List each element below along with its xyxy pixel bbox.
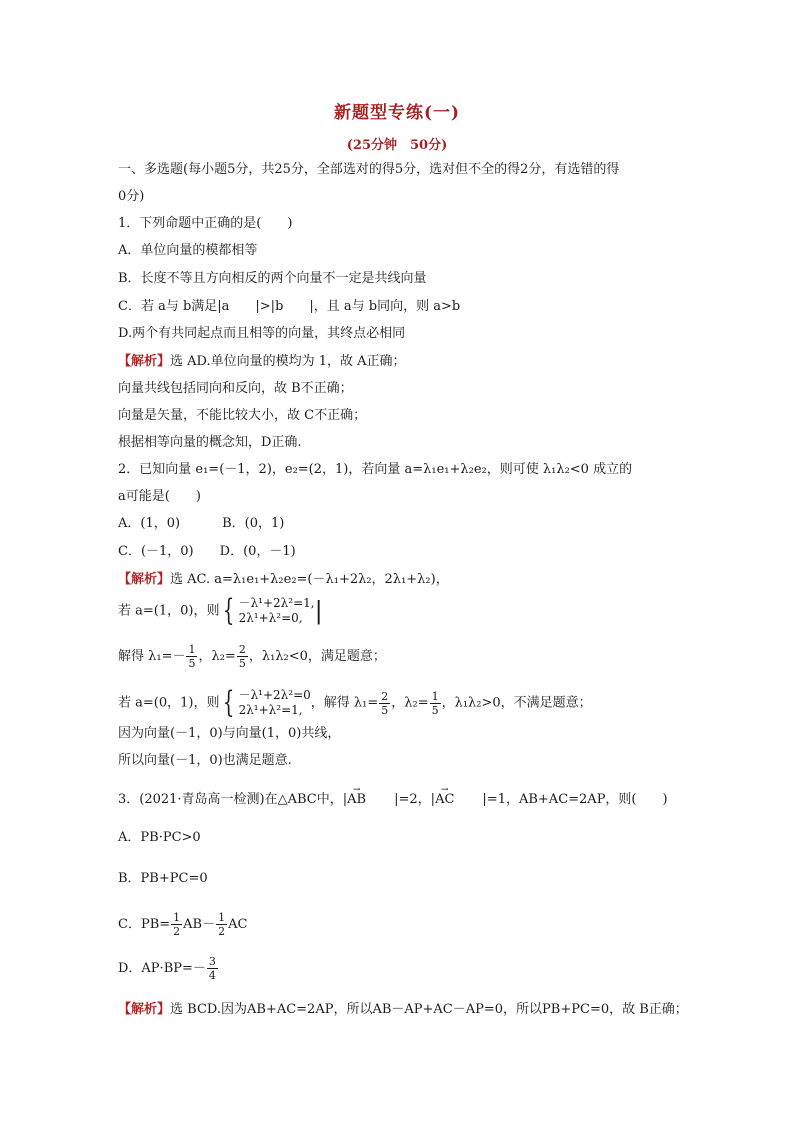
section-heading-cont: 0分) — [118, 189, 145, 204]
solution-tag: 【解析】 — [118, 1002, 171, 1017]
equation-system: { －λ¹+2λ²=1, 2λ¹+λ²=0, | — [223, 593, 323, 628]
solution-tag: 【解析】 — [118, 354, 171, 369]
solve-text: ，λ₁λ₂>0，不满足题意； — [441, 695, 592, 711]
q1-option-d: D.两个有共同起点而且相等的向量，其终点必相同 — [118, 326, 406, 341]
page-title: 新题型专练(一) — [333, 103, 461, 123]
fraction: $\frac{3}{4}$ — [208, 955, 216, 982]
solve-text: ，解得 λ₁= — [310, 695, 379, 711]
option-text: AB－ — [183, 917, 216, 932]
vector-ac: → AC — [435, 790, 454, 810]
q3-solution-text: 选 BCD.因为AB+AC=2AP，所以AB－AP+AC－AP=0，所以PB+PC=0，故 B正确； — [170, 1002, 688, 1017]
q3-stem-text: AB+AC=2AP，则( ) — [518, 792, 668, 807]
q3-stem-text: 3．(2021·青岛高一检测)在△ABC中， — [118, 792, 343, 807]
q2-case2 — [118, 685, 592, 720]
q2-case2-text: 若 a=(0，1)，则 — [118, 695, 220, 711]
time-score-subtitle: (25分钟 50分) — [346, 138, 448, 153]
q3-option-b: B．PB+PC=0 — [118, 871, 208, 886]
option-text: D．AP·BP=－ — [118, 961, 206, 976]
q2-case1-solve — [118, 643, 386, 670]
q2-solution-text: 选 AC. a=λ₁e₁+λ₂e₂=(－λ₁+2λ₂，2λ₁+λ₂)， — [170, 572, 449, 587]
q2-case1-text: 若 a=(1，0)，则 — [118, 603, 220, 619]
q2-solution-end2: 所以向量(－1，0)也满足题意. — [118, 753, 292, 768]
q1-option-a: A．单位向量的模都相等 — [118, 243, 258, 258]
fraction: $\frac{1}{2}$ — [218, 911, 226, 938]
q2-options-row1 — [118, 514, 284, 534]
q1-solution-line2: 向量共线包括同向和反向，故 B不正确； — [118, 381, 353, 396]
q3-solution — [118, 1000, 688, 1020]
fraction: $\frac{1}{2}$ — [173, 911, 181, 938]
q3-option-a: A．PB·PC>0 — [118, 830, 201, 845]
equation-system: { －λ¹+2λ²=0 2λ¹+λ²=1, — [223, 685, 311, 720]
q1-solution-line3: 向量是矢量，不能比较大小，故 C不正确； — [118, 408, 367, 423]
fraction: $\frac{1}{5}$ — [188, 643, 196, 670]
q2-option-b: B．(0，1) — [222, 516, 285, 531]
solve-text: 解得 λ₁=－ — [118, 649, 186, 664]
q1-option-b: B．长度不等且方向相反的两个向量不一定是共线向量 — [118, 271, 427, 286]
q1-solution-text: 选 AD.单位向量的模均为 1，故 A正确； — [170, 354, 406, 369]
q2-option-a: A．(1，0) — [118, 516, 181, 531]
q2-option-d: D．(0，－1) — [219, 544, 296, 559]
fraction: $\frac{2}{5}$ — [238, 643, 246, 670]
solve-text: ，λ₂= — [198, 649, 236, 664]
fraction: $\frac{1}{5}$ — [431, 689, 439, 717]
q3-option-c — [118, 911, 247, 938]
q1-stem: 1．下列命题中正确的是( ) — [118, 216, 293, 231]
q3-stem: 3．(2021·青岛高一检测)在△ABC中，|→ AB |=2，|→ AC |=1，AB+AC=2AP，则( ) — [118, 790, 668, 810]
equation-line: 2λ¹+λ²=1, — [238, 703, 303, 717]
vector-ab: → AB — [347, 790, 366, 810]
q1-solution-line4: 根据相等向量的概念知，D正确. — [118, 435, 302, 450]
solve-text: ，λ₁λ₂<0，满足题意； — [248, 649, 386, 664]
equation-line: －λ¹+2λ²=1, — [238, 596, 315, 610]
q3-stem-text: =1， — [486, 792, 519, 807]
q3-option-d — [118, 955, 219, 982]
equation-line: 2λ¹+λ²=0, — [238, 611, 303, 625]
q2-solution — [118, 570, 449, 590]
solve-text: ，λ₂= — [391, 695, 429, 711]
fraction: $\frac{2}{5}$ — [381, 689, 389, 717]
q2-options-row2 — [118, 542, 296, 562]
section-heading: 一、多选题(每小题5分，共25分，全部选对的得5分，选对但不全的得2分，有选错的得 — [118, 162, 620, 177]
q3-stem-text: =2， — [398, 792, 431, 807]
q2-option-c: C．(－1，0) — [118, 544, 194, 559]
q2-stem-cont: a可能是( ) — [118, 489, 201, 504]
equation-line: －λ¹+2λ²=0 — [238, 688, 311, 702]
q2-stem: 2．已知向量 e₁=(－1，2)，e₂=(2，1)，若向量 a=λ₁e₁+λ₂e₂，则可使 λ₁λ₂<0 成立的 — [118, 462, 633, 477]
option-text: AC — [228, 917, 248, 932]
q1-solution — [118, 352, 406, 372]
q2-solution-end1: 因为向量(－1，0)与向量(1，0)共线， — [118, 726, 341, 741]
q1-option-c: C．若 a与 b满足|a |>|b |，且 a与 b同向，则 a>b — [118, 299, 461, 314]
option-text: C．PB= — [118, 917, 171, 932]
q2-case1 — [118, 593, 323, 628]
solution-tag: 【解析】 — [118, 572, 171, 587]
